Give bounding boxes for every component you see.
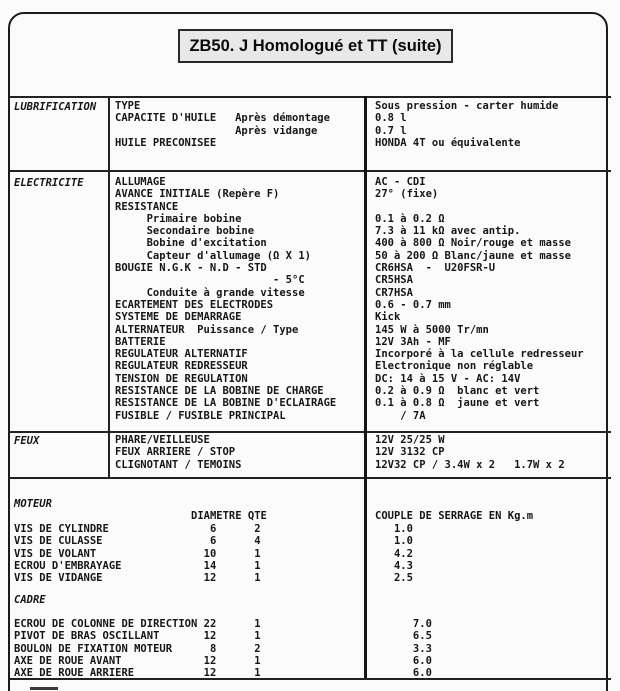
scan-cutoff-artifact (30, 687, 58, 690)
spec-value: Sous pression - carter humide (375, 100, 559, 112)
spec-label: HUILE PRECONISEE (115, 136, 217, 149)
torque-value: 1.0 (375, 523, 413, 535)
rule-feux-moteur (9, 477, 611, 479)
spec-value: HONDA 4T ou équivalente (375, 136, 521, 149)
spec-label: CLIGNOTANT / TEMOINS (115, 458, 242, 471)
spec-label: Secondaire bobine (115, 225, 255, 238)
couple-header: COUPLE DE SERRAGE EN Kg.m (375, 510, 534, 522)
title-box (178, 29, 453, 63)
rule-electricite-feux (9, 431, 611, 433)
couple-header-wrap (375, 510, 533, 522)
torque-value: 6.5 (375, 630, 432, 643)
spec-value (375, 201, 584, 213)
spec-value: Kick (375, 311, 401, 324)
column-rule-left (108, 96, 110, 477)
torque-value: 4.2 (375, 547, 413, 560)
cadre-rows (14, 618, 261, 679)
spec-label: AVANCE INITIALE (Repère F) (115, 188, 280, 201)
spec-label: Bobine d'excitation (115, 237, 267, 250)
torque-row: VIS DE VOLANT 10 1 (14, 547, 261, 560)
spec-label: RESISTANCE DE LA BOBINE D'ECLAIRAGE (115, 397, 337, 410)
spec-value: AC - CDI (375, 176, 426, 188)
spec-value: 27° (fixe) (375, 188, 439, 201)
spec-value: 50 à 200 Ω Blanc/jaune et masse (375, 249, 571, 262)
torque-row: VIS DE VIDANGE 12 1 (14, 572, 261, 585)
torque-row: AXE DE ROUE AVANT 12 1 (14, 654, 261, 667)
spec-label: ALTERNATEUR Puissance / Type (115, 323, 299, 336)
torque-row: VIS DE CYLINDRE 6 2 (14, 523, 261, 535)
spec-value: 12V 25/25 W (375, 434, 445, 446)
electricite-spec-labels (115, 176, 336, 422)
spec-value: DC: 14 à 15 V - AC: 14V (375, 372, 521, 385)
moteur-column-headers (14, 510, 267, 522)
spec-value: 12V32 CP / 3.4W x 2 1.7W x 2 (375, 458, 565, 471)
torque-value: 7.0 (375, 618, 432, 630)
torque-row: AXE DE ROUE ARRIERE 12 1 (14, 667, 261, 680)
moteur-header-diametre-qte: DIAMETRE QTE (14, 510, 267, 522)
spec-value: 0.7 l (375, 124, 407, 137)
section-label-feux: FEUX (14, 435, 40, 447)
spec-label: CAPACITE D'HUILE Après démontage (115, 112, 330, 125)
torque-row: BOULON DE FIXATION MOTEUR 8 2 (14, 642, 261, 655)
torque-value: 6.0 (375, 654, 432, 667)
moteur-rows (14, 523, 261, 584)
torque-value: 2.5 (375, 572, 413, 585)
section-label-electricite: ELECTRICITE (14, 177, 84, 189)
torque-row: ECROU D'EMBRAYAGE 14 1 (14, 559, 261, 572)
spec-label: SYSTEME DE DEMARRAGE (115, 311, 242, 324)
spec-label: - 5°C (115, 274, 305, 287)
spec-label: FUSIBLE / FUSIBLE PRINCIPAL (115, 409, 286, 422)
torque-value: 4.3 (375, 559, 413, 572)
spec-value: 12V 3Ah - MF (375, 335, 451, 348)
spec-label: BATTERIE (115, 335, 166, 348)
spec-label: RESISTANCE DE LA BOBINE DE CHARGE (115, 385, 324, 398)
rule-lubrification-electricite (9, 170, 611, 172)
section-label-lubrification: LUBRIFICATION (14, 101, 97, 113)
spec-label: FEUX ARRIERE / STOP (115, 446, 236, 459)
spec-label: BOUGIE N.G.K - N.D - STD (115, 262, 267, 275)
spec-value: 0.2 à 0.9 Ω blanc et vert (375, 385, 540, 398)
spec-label: TYPE (115, 100, 141, 112)
spec-label: ECARTEMENT DES ELECTRODES (115, 298, 274, 311)
lubrification-spec-labels (115, 100, 330, 149)
spec-value: 145 W à 5000 Tr/mn (375, 323, 489, 336)
section-label-moteur: MOTEUR (14, 498, 52, 510)
spec-value: 0.1 à 0.8 Ω jaune et vert (375, 397, 540, 410)
spec-value: CR6HSA - U20FSR-U (375, 262, 496, 275)
torque-row: VIS DE CULASSE 6 4 (14, 535, 261, 548)
torque-row: PIVOT DE BRAS OSCILLANT 12 1 (14, 630, 261, 643)
lubrification-spec-values (375, 100, 558, 149)
table-top-rule (9, 96, 611, 98)
spec-value: Incorporé à la cellule redresseur (375, 348, 584, 361)
spec-label: ALLUMAGE (115, 176, 166, 188)
torque-value: 1.0 (375, 535, 413, 548)
page-title: ZB50. J Homologué et TT (suite) (189, 36, 442, 55)
spec-value: / 7A (375, 409, 426, 422)
spec-label: REGULATEUR REDRESSEUR (115, 360, 248, 373)
feux-spec-values (375, 434, 565, 471)
section-label-cadre: CADRE (14, 594, 46, 606)
spec-value: 0.6 - 0.7 mm (375, 298, 451, 311)
spec-value: CR5HSA (375, 274, 413, 287)
cadre-couple-values (375, 618, 432, 679)
spec-label: RESISTANCE (115, 200, 179, 213)
spec-value: 7.3 à 11 kΩ avec antip. (375, 225, 521, 238)
moteur-couple-values (375, 523, 413, 584)
spec-label: PHARE/VEILLEUSE (115, 434, 210, 446)
spec-label: Capteur d'allumage (Ω X 1) (115, 249, 311, 262)
spec-value: 0.1 à 0.2 Ω (375, 212, 445, 225)
spec-value: 12V 3132 CP (375, 446, 445, 459)
spec-label: Conduite à grande vitesse (115, 286, 305, 299)
electricite-spec-values (375, 176, 584, 422)
spec-value: CR7HSA (375, 286, 413, 299)
column-rule-right (364, 96, 367, 678)
spec-value: Electronique non réglable (375, 360, 534, 373)
torque-value: 3.3 (375, 642, 432, 655)
spec-label: TENSION DE REGULATION (115, 372, 248, 385)
torque-row: ECROU DE COLONNE DE DIRECTION 22 1 (14, 618, 261, 630)
torque-value: 6.0 (375, 667, 432, 680)
spec-value: 400 à 800 Ω Noir/rouge et masse (375, 237, 571, 250)
spec-value: 0.8 l (375, 112, 407, 125)
feux-spec-labels (115, 434, 241, 471)
spec-label: Après vidange (115, 124, 318, 137)
spec-label: Primaire bobine (115, 212, 242, 225)
spec-label: REGULATEUR ALTERNATIF (115, 348, 248, 361)
